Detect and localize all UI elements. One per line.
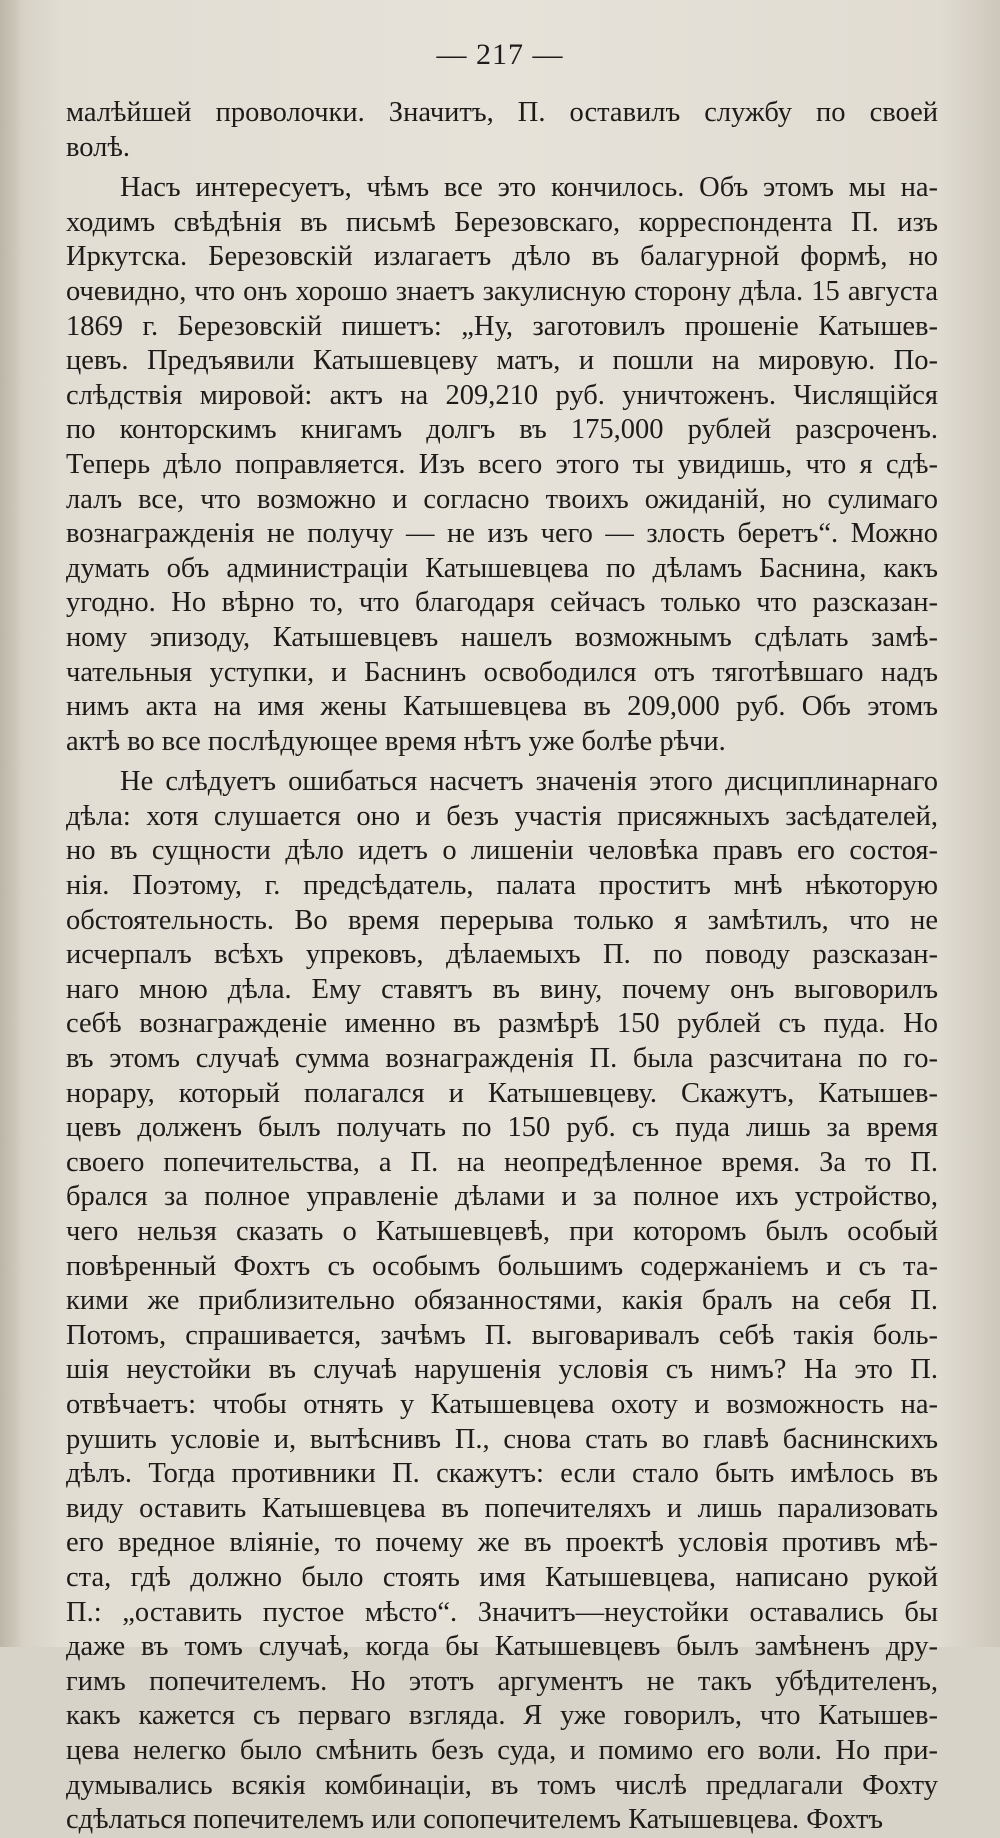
text-line: чательныя уступки, и Баснинъ освободился отъ тяготѣвшаго надъ	[66, 656, 938, 688]
text-line: въ этомъ случаѣ сумма вознагражденія П. была разсчитана по го-	[66, 1043, 938, 1075]
text-line: норару, который полагался и Катышевцеву. Скажутъ, Катышев-	[66, 1077, 938, 1109]
text-line: даже въ томъ случаѣ, когда бы Катышевцевъ былъ замѣненъ дру-	[66, 1631, 938, 1663]
text-line: лалъ все, что возможно и согласно твоихъ ожиданій, но сулимаго	[66, 483, 938, 515]
text-line: повѣренный Фохтъ съ особымъ большимъ содержаніемъ и съ та-	[66, 1250, 938, 1282]
text-line: цевъ долженъ былъ получать по 150 руб. съ пуда лишь за время	[66, 1112, 938, 1144]
text-line: наго мною дѣла. Ему ставятъ въ вину, почему онъ выговорилъ	[66, 973, 938, 1005]
text-line: но въ сущности дѣло идетъ о лишеніи человѣка правъ его состоя-	[66, 835, 938, 867]
text-line: думывались всякія комбинаціи, въ томъ числѣ предлагали Фохту	[66, 1769, 938, 1801]
text-line: П.: „оставить пустое мѣсто“. Значитъ—неустойки оставались бы	[66, 1596, 938, 1628]
text-line: своего попечительства, а П. на неопредѣленное время. За то П.	[66, 1146, 938, 1178]
body-text	[66, 96, 938, 1838]
text-line: актѣ во все послѣдующее время нѣтъ уже болѣе рѣчи.	[66, 725, 726, 757]
text-line: шія неустойки въ случаѣ нарушенія условія съ нимъ? На это П.	[66, 1354, 938, 1386]
text-line: чего нельзя сказать о Катышевцевѣ, при которомъ былъ особый	[66, 1216, 938, 1247]
text-line: вознагражденія не получу — не изъ чего — злость беретъ“. Можно	[66, 518, 938, 550]
text-line: Иркутска. Березовскій излагаетъ дѣло въ балагурной формѣ, но	[66, 241, 938, 273]
text-line: ходимъ свѣдѣнія въ письмѣ Березовскаго, корреспондента П. изъ	[66, 206, 938, 238]
text-line: слѣдствія мировой: актъ на 209,210 руб. уничтоженъ. Числящійся	[66, 379, 938, 411]
paragraph	[66, 765, 938, 1837]
text-line: 1869 г. Березовскій пишетъ: „Ну, заготовилъ прошеніе Катышев-	[66, 310, 938, 342]
text-line: волѣ.	[66, 131, 130, 163]
text-line: виду оставить Катышевцева въ попечителяхъ и лишь парализовать	[66, 1492, 938, 1524]
text-line: брался за полное управленіе дѣлами и за полное ихъ устройство,	[66, 1181, 938, 1213]
text-line: какъ кажется съ перваго взгляда. Я уже говорилъ, что Катышев-	[66, 1700, 938, 1732]
text-line: ному эпизоду, Катышевцевъ нашелъ возможнымъ сдѣлать замѣ-	[66, 621, 938, 653]
text-line: Насъ интересуетъ, чѣмъ все это кончилось. Объ этомъ мы на-	[120, 172, 938, 204]
text-line: кими же приблизительно обязанностями, какія бралъ на себя П.	[66, 1285, 938, 1317]
text-line: дѣлъ. Тогда противники П. скажутъ: если стало быть имѣлось въ	[66, 1458, 938, 1490]
text-line: нія. Поэтому, г. предсѣдатель, палата проститъ мнѣ нѣкоторую	[66, 870, 938, 902]
text-line: цевъ. Предъявили Катышевцеву матъ, и пошли на мировую. По-	[66, 345, 938, 377]
text-line: Не слѣдуетъ ошибаться насчетъ значенія этого дисциплинарнаго	[120, 766, 938, 798]
text-line: сдѣлаться попечителемъ или сопопечителемъ Катышевцева. Фохтъ	[66, 1804, 884, 1836]
text-line: обстоятельность. Во время перерыва только я замѣтилъ, что не	[66, 904, 938, 936]
text-line: ста, гдѣ должно было стоять имя Катышевцева, написано рукой	[66, 1561, 938, 1593]
text-line: рушить условіе и, вытѣснивъ П., снова стать во главѣ баснинскихъ	[66, 1423, 938, 1455]
text-line: малѣйшей проволочки. Значитъ, П. оставилъ службу по своей	[66, 97, 938, 128]
text-line: Потомъ, спрашивается, зачѣмъ П. выговаривалъ себѣ такія боль-	[66, 1319, 938, 1351]
text-line: дѣла: хотя слушается оно и безъ участія присяжныхъ засѣдателей,	[66, 800, 938, 832]
paragraph	[66, 96, 938, 165]
text-line: Теперь дѣло поправляется. Изъ всего этого ты увидишь, что я сдѣ-	[66, 448, 938, 480]
paragraph	[66, 171, 938, 759]
text-line: гимъ попечителемъ. Но этотъ аргументъ не такъ убѣдителенъ,	[66, 1665, 938, 1697]
text-line: очевидно, что онъ хорошо знаетъ закулисную сторону дѣла. 15 августа	[66, 275, 938, 307]
text-line: отвѣчаетъ: чтобы отнять у Катышевцева охоту и возможность на-	[66, 1388, 938, 1420]
page-edge-shadow	[0, 0, 22, 1647]
text-line: угодно. Но вѣрно то, что благодаря сейчасъ только что разсказан-	[66, 587, 938, 619]
text-line: исчерпалъ всѣхъ упрековъ, дѣлаемыхъ П. по поводу разсказан-	[66, 939, 938, 971]
text-line: по конторскимъ книгамъ долгъ въ 175,000 рублей разсроченъ.	[66, 414, 938, 446]
text-line: себѣ вознагражденіе именно въ размѣрѣ 150 рублей съ пуда. Но	[66, 1008, 938, 1040]
text-line: цева нелегко было смѣнить безъ суда, и помимо его воли. Но при-	[66, 1734, 938, 1766]
text-line: думать объ администраціи Катышевцева по дѣламъ Баснина, какъ	[66, 552, 938, 584]
page-number: — 217 —	[436, 38, 564, 71]
text-line: его вредное вліяніе, то почему же въ проектѣ условія противъ мѣ-	[66, 1527, 938, 1559]
text-line: нимъ акта на имя жены Катышевцева въ 209,000 руб. Объ этомъ	[66, 691, 938, 723]
